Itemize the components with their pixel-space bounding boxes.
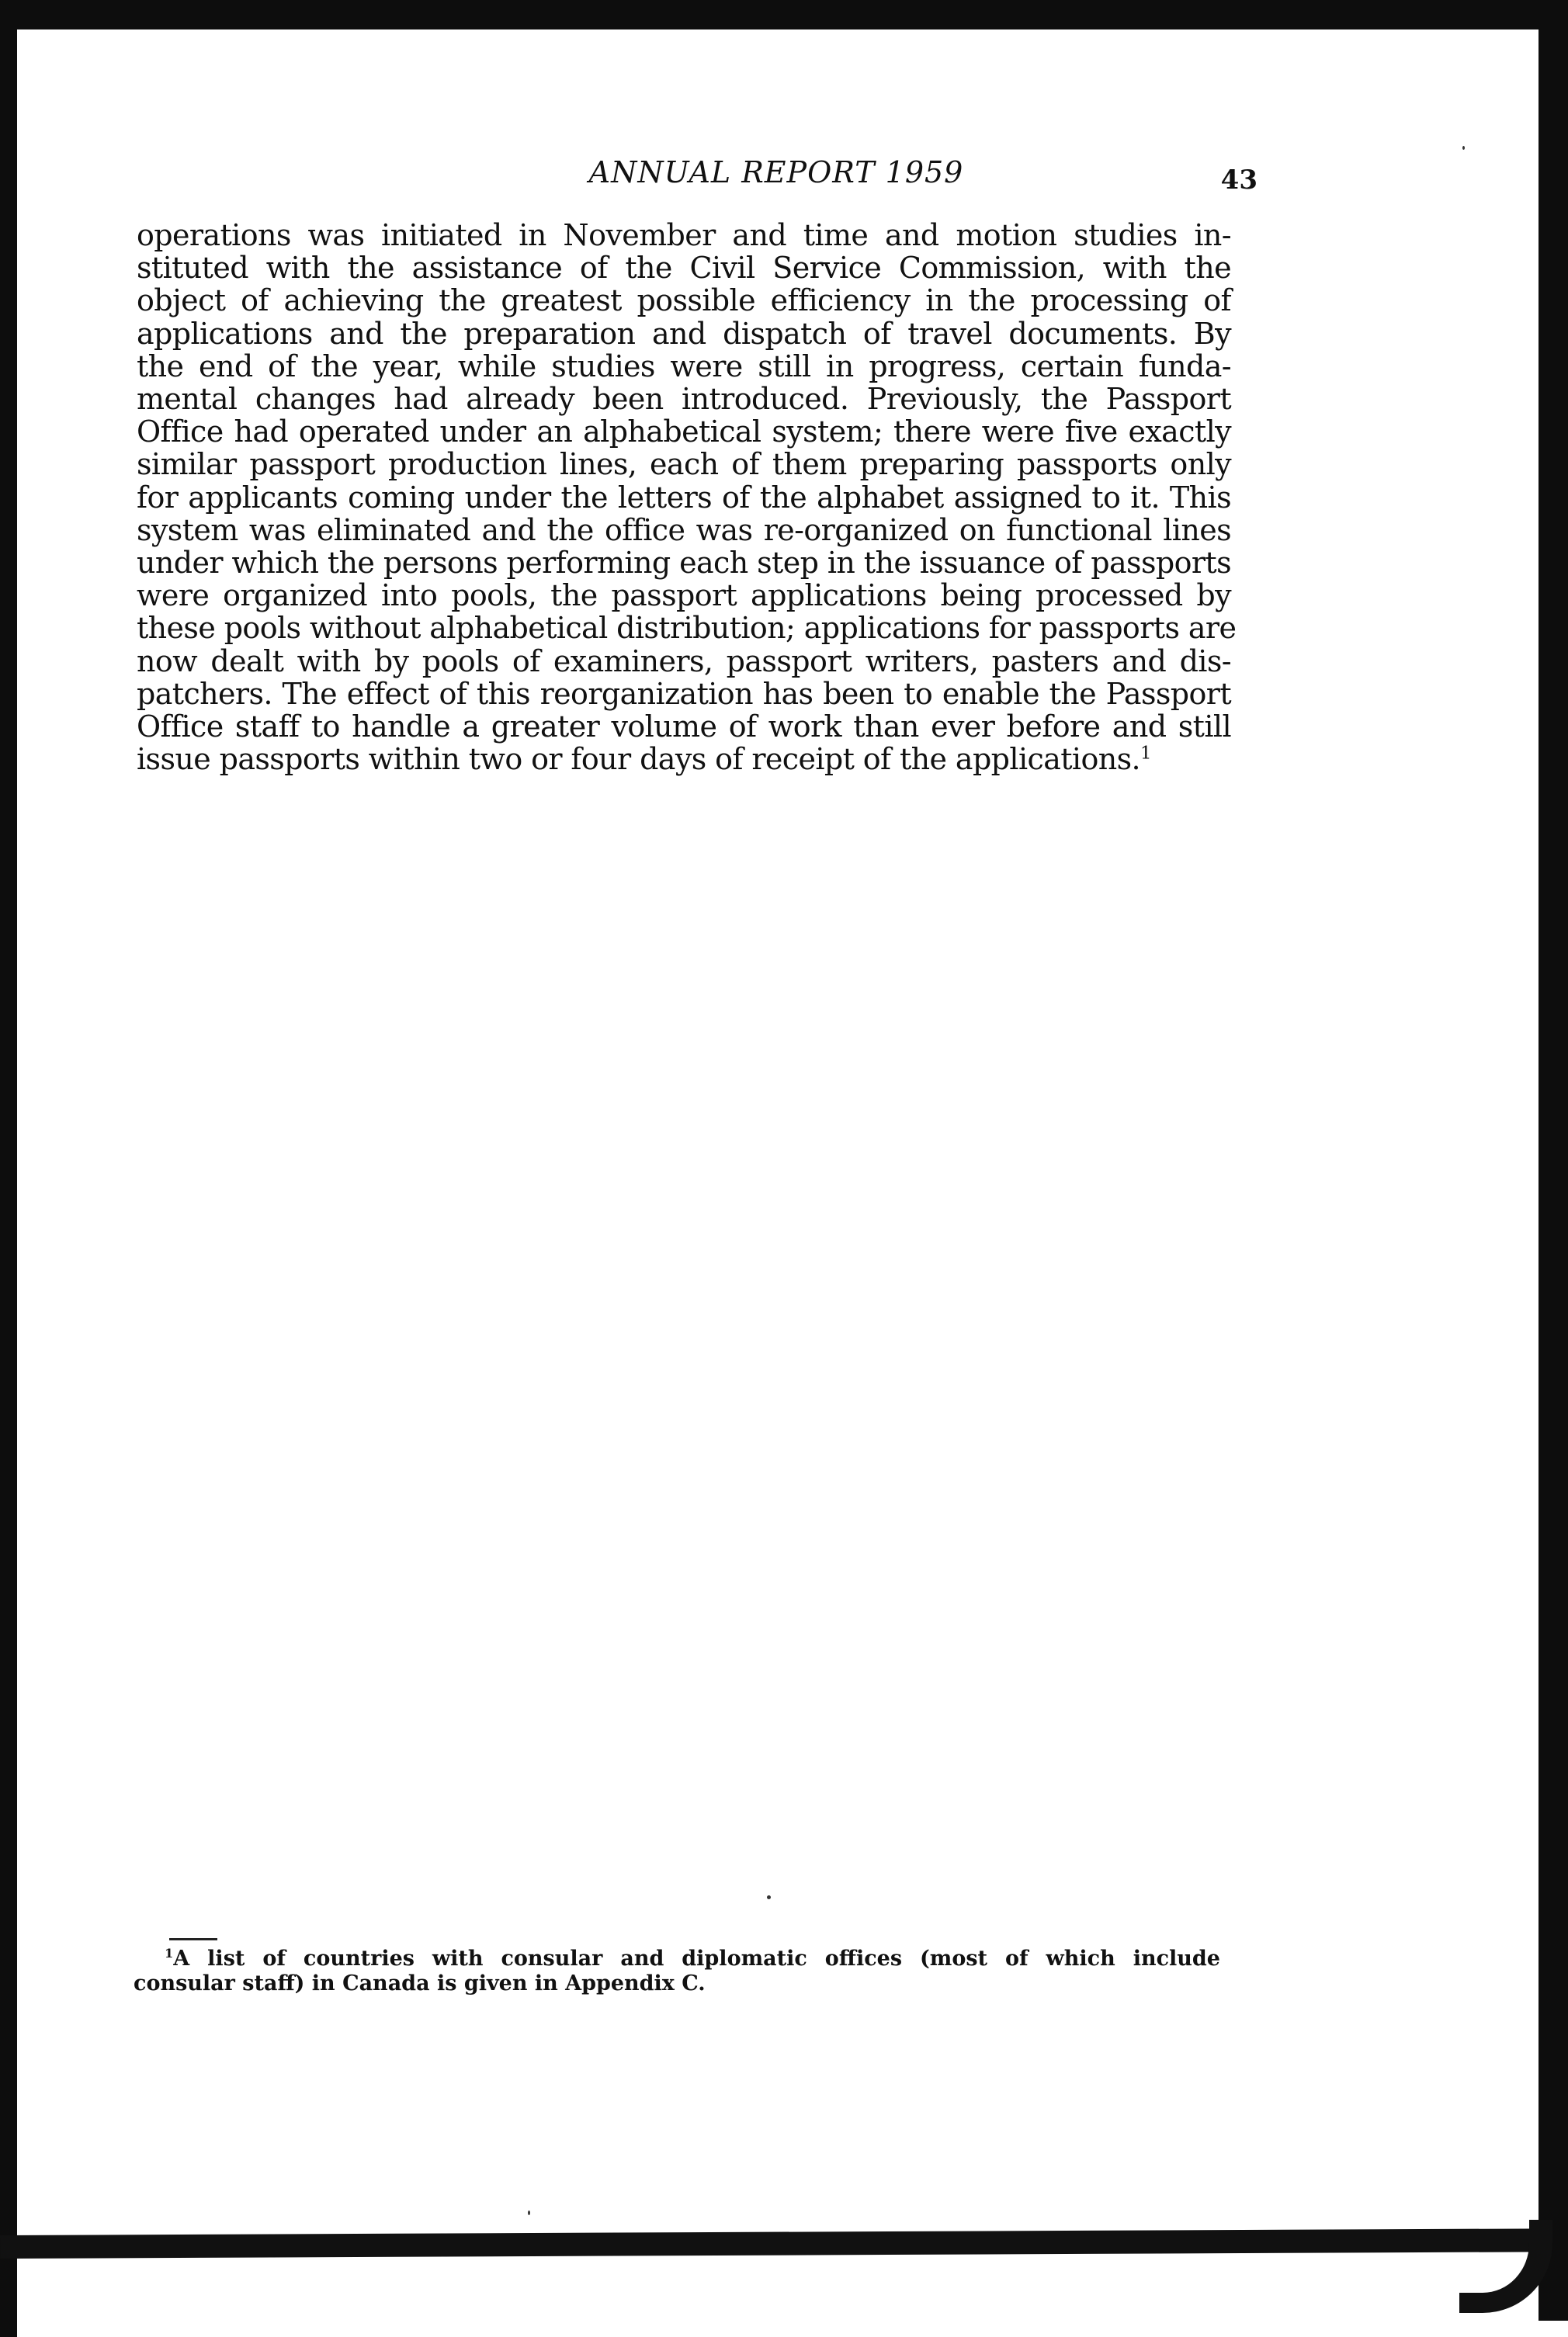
body-line: for applicants coming under the letters of the alphabet assigned to it. This	[137, 480, 1231, 515]
scan-border-left	[0, 0, 17, 2337]
scan-speck	[1462, 146, 1465, 150]
body-line: patchers. The effect of this reorganization has been to enable the Passport	[137, 676, 1231, 711]
body-line-last	[137, 743, 1231, 775]
body-line: these pools without alphabetical distribution; applications for passports are	[137, 611, 1237, 646]
footnote-reference: 1	[1140, 743, 1151, 764]
body-line: Office had operated under an alphabetical system; there were five exactly	[137, 414, 1231, 449]
footnote-line	[134, 1947, 1220, 1971]
page-number: 43	[1220, 165, 1258, 196]
footnote-divider	[169, 1938, 217, 1940]
body-line: object of achieving the greatest possible efficiency in the processing of	[137, 283, 1231, 318]
body-line: operations was initiated in November and time and motion studies in-	[137, 218, 1231, 252]
body-line: stituted with the assistance of the Civil Service Commission, with the	[137, 251, 1231, 286]
scan-speck	[528, 2210, 530, 2215]
body-line: the end of the year, while studies were still in progress, certain funda-	[137, 348, 1231, 383]
body-paragraph	[137, 218, 1237, 777]
body-line: Office staff to handle a greater volume of work than ever before and still	[137, 709, 1231, 744]
body-line: were organized into pools, the passport applications being processed by	[137, 578, 1231, 613]
scan-border-top	[0, 0, 1568, 29]
body-line: under which the persons performing each step in the issuance of passports	[137, 546, 1231, 581]
body-line: now dealt with by pools of examiners, passport writers, pasters and dis-	[137, 643, 1231, 678]
body-line: similar passport production lines, each of them preparing passports only	[137, 447, 1231, 482]
footnote-line: consular staff) in Canada is given in Appendix C.	[134, 1971, 706, 1995]
body-line: mental changes had already been introduced. Previously, the Passport	[137, 382, 1231, 417]
body-line: system was eliminated and the office was re-organized on functional lines	[137, 512, 1231, 547]
scan-border-right	[1539, 23, 1568, 2321]
body-line-text: issue passports within two or four days of receipt of the applications.	[137, 742, 1141, 777]
footnote-marker: 1	[165, 1946, 174, 1961]
footnote-text: A list of countries with consular and diplomatic offices (most of which include	[173, 1947, 1220, 1971]
running-head: ANNUAL REPORT 1959	[588, 155, 964, 189]
body-line: applications and the preparation and dispatch of travel documents. By	[137, 316, 1231, 351]
scan-speck	[767, 1895, 771, 1899]
footnote	[134, 1947, 1220, 1996]
